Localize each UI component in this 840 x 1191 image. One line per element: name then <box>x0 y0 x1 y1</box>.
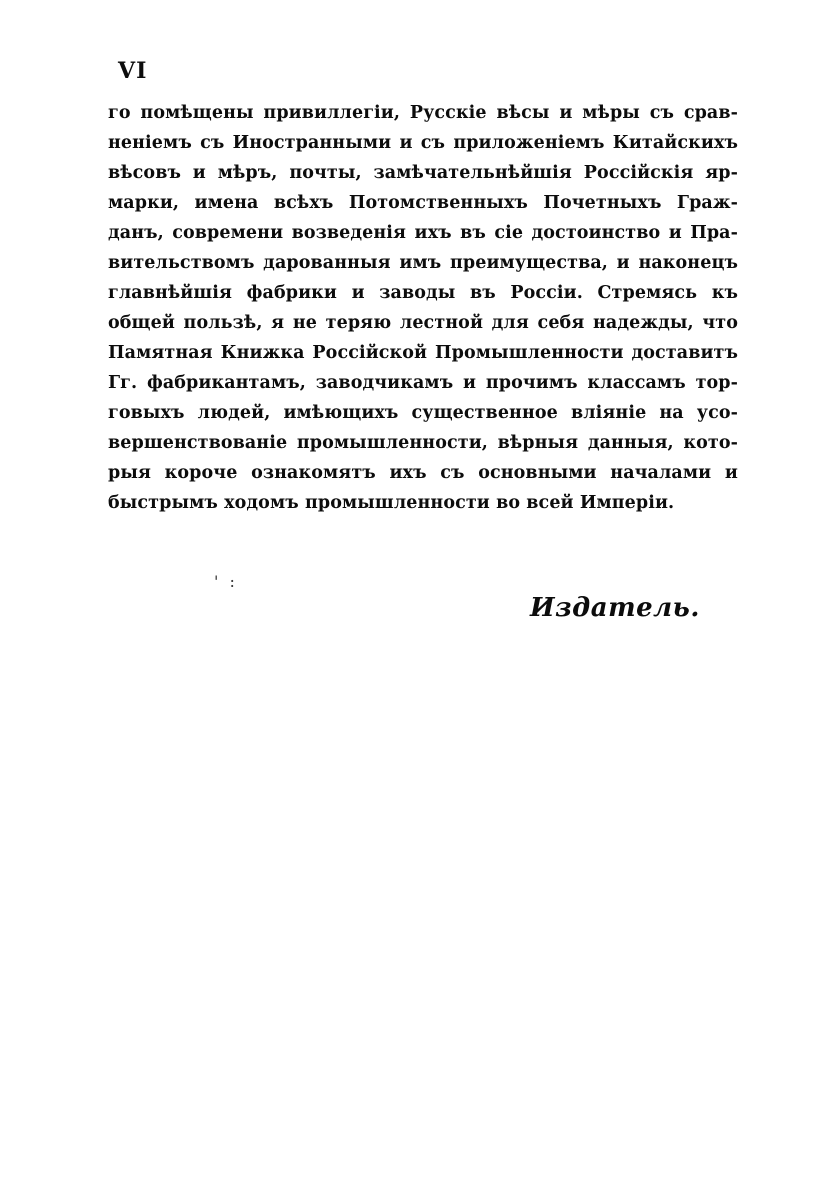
text-line-13: рыя короче ознакомятъ ихъ съ основными началами и <box>108 463 738 483</box>
text-line-12: вершенствованіе промышленности, вѣрныя данныя, кото- <box>108 433 738 453</box>
text-line-6: вительствомъ дарованныя имъ преимущества, и наконецъ <box>108 253 738 273</box>
text-line-8: общей пользѣ, я не теряю лестной для себя надежды, что <box>108 313 738 333</box>
text-line-5: данъ, современи возведенія ихъ въ сіе достоинство и Пра- <box>108 223 738 243</box>
text-line-14: быстрымъ ходомъ промышленности во всей Имперіи. <box>108 493 675 513</box>
text-line-7: главнѣйшія фабрики и заводы въ Россіи. Стремясь къ <box>108 283 738 303</box>
page-number: VI <box>118 58 148 84</box>
body-paragraph <box>108 98 738 518</box>
text-line-10: Гг. фабрикантамъ, заводчикамъ и прочимъ классамъ тор- <box>108 373 738 393</box>
text-line-11: говыхъ людей, имѣющихъ существенное вліяніе на усо- <box>108 403 738 423</box>
text-line-4: марки, имена всѣхъ Потомственныхъ Почетныхъ Граж- <box>108 193 738 213</box>
text-line-9: Памятная Книжка Россійской Промышленности доставитъ <box>108 343 738 363</box>
print-specks: ' : <box>214 572 238 591</box>
text-line-2: неніемъ съ Иностранными и съ приложеніемъ Китайскихъ <box>108 133 738 153</box>
text-line-1: го помѣщены привиллегіи, Русскіе вѣсы и мѣры съ срав- <box>108 103 738 123</box>
text-line-3: вѣсовъ и мѣръ, почты, замѣчательнѣйшія Россійскія яр- <box>108 163 738 183</box>
publisher-signature: Издатель. <box>530 593 700 623</box>
